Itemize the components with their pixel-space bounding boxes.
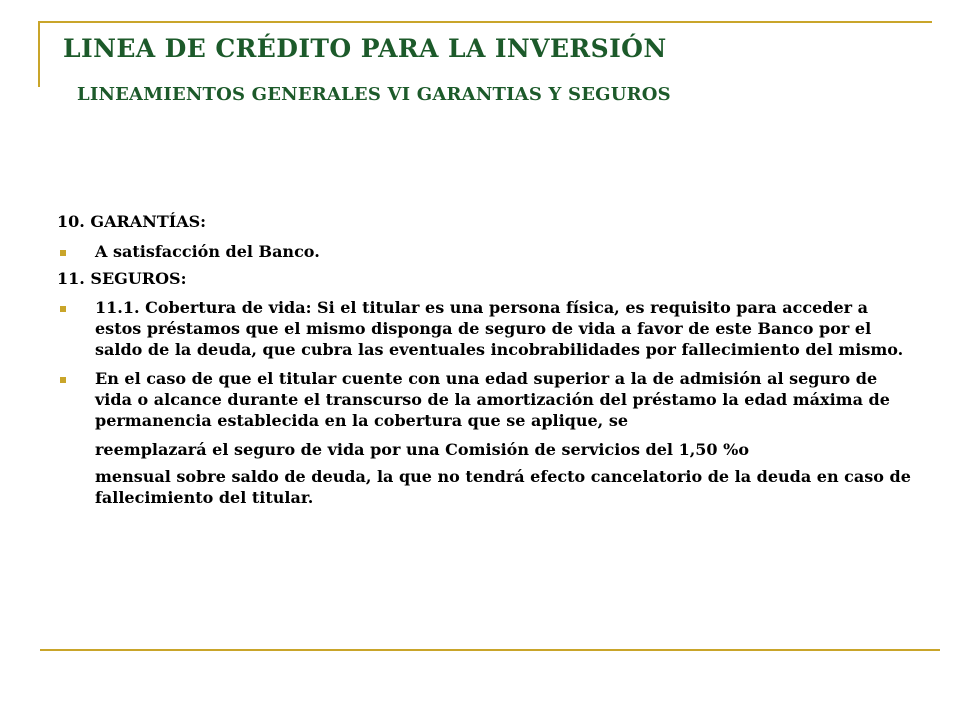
square-bullet-icon xyxy=(60,377,66,383)
bullet-text-commission: reemplazará el seguro de vida por una Comisión de servicios del 1,50 %o xyxy=(95,440,749,459)
section-heading-garantias: 10. GARANTÍAS: xyxy=(57,212,207,231)
list-item xyxy=(57,297,917,360)
top-rule xyxy=(40,21,932,23)
list-item xyxy=(57,241,917,262)
bullet-text: A satisfacción del Banco. xyxy=(95,242,320,261)
bullet-continuation xyxy=(95,439,917,508)
section-heading-seguros: 11. SEGUROS: xyxy=(57,269,187,288)
left-rule xyxy=(38,21,40,87)
bullet-text: En el caso de que el titular cuente con una edad superior a la de admisión al seguro de vida o alcance durante el transcurso de la amortización del préstamo la edad máxima de permanencia establecida en la cobertura que se aplique, se xyxy=(95,369,890,430)
list-item xyxy=(57,368,917,508)
bullet-text-closing: mensual sobre saldo de deuda, la que no tendrá efecto cancelatorio de la deuda en caso de fallecimiento del titular. xyxy=(95,467,911,507)
square-bullet-icon xyxy=(60,306,66,312)
slide-body xyxy=(57,209,917,508)
bullet-text: 11.1. Cobertura de vida: Si el titular es una persona física, es requisito para acceder a estos préstamos que el mismo disponga de seguro de vida a favor de este Banco por el saldo de la deuda, que cubra las eventuales incobrabilidades por fallecimiento del mismo. xyxy=(95,298,904,359)
slide-subtitle: LINEAMIENTOS GENERALES VI GARANTIAS Y SEGUROS xyxy=(77,84,671,105)
square-bullet-icon xyxy=(60,250,66,256)
slide-title: LINEA DE CRÉDITO PARA LA INVERSIÓN xyxy=(63,34,667,63)
bottom-rule xyxy=(40,649,940,651)
